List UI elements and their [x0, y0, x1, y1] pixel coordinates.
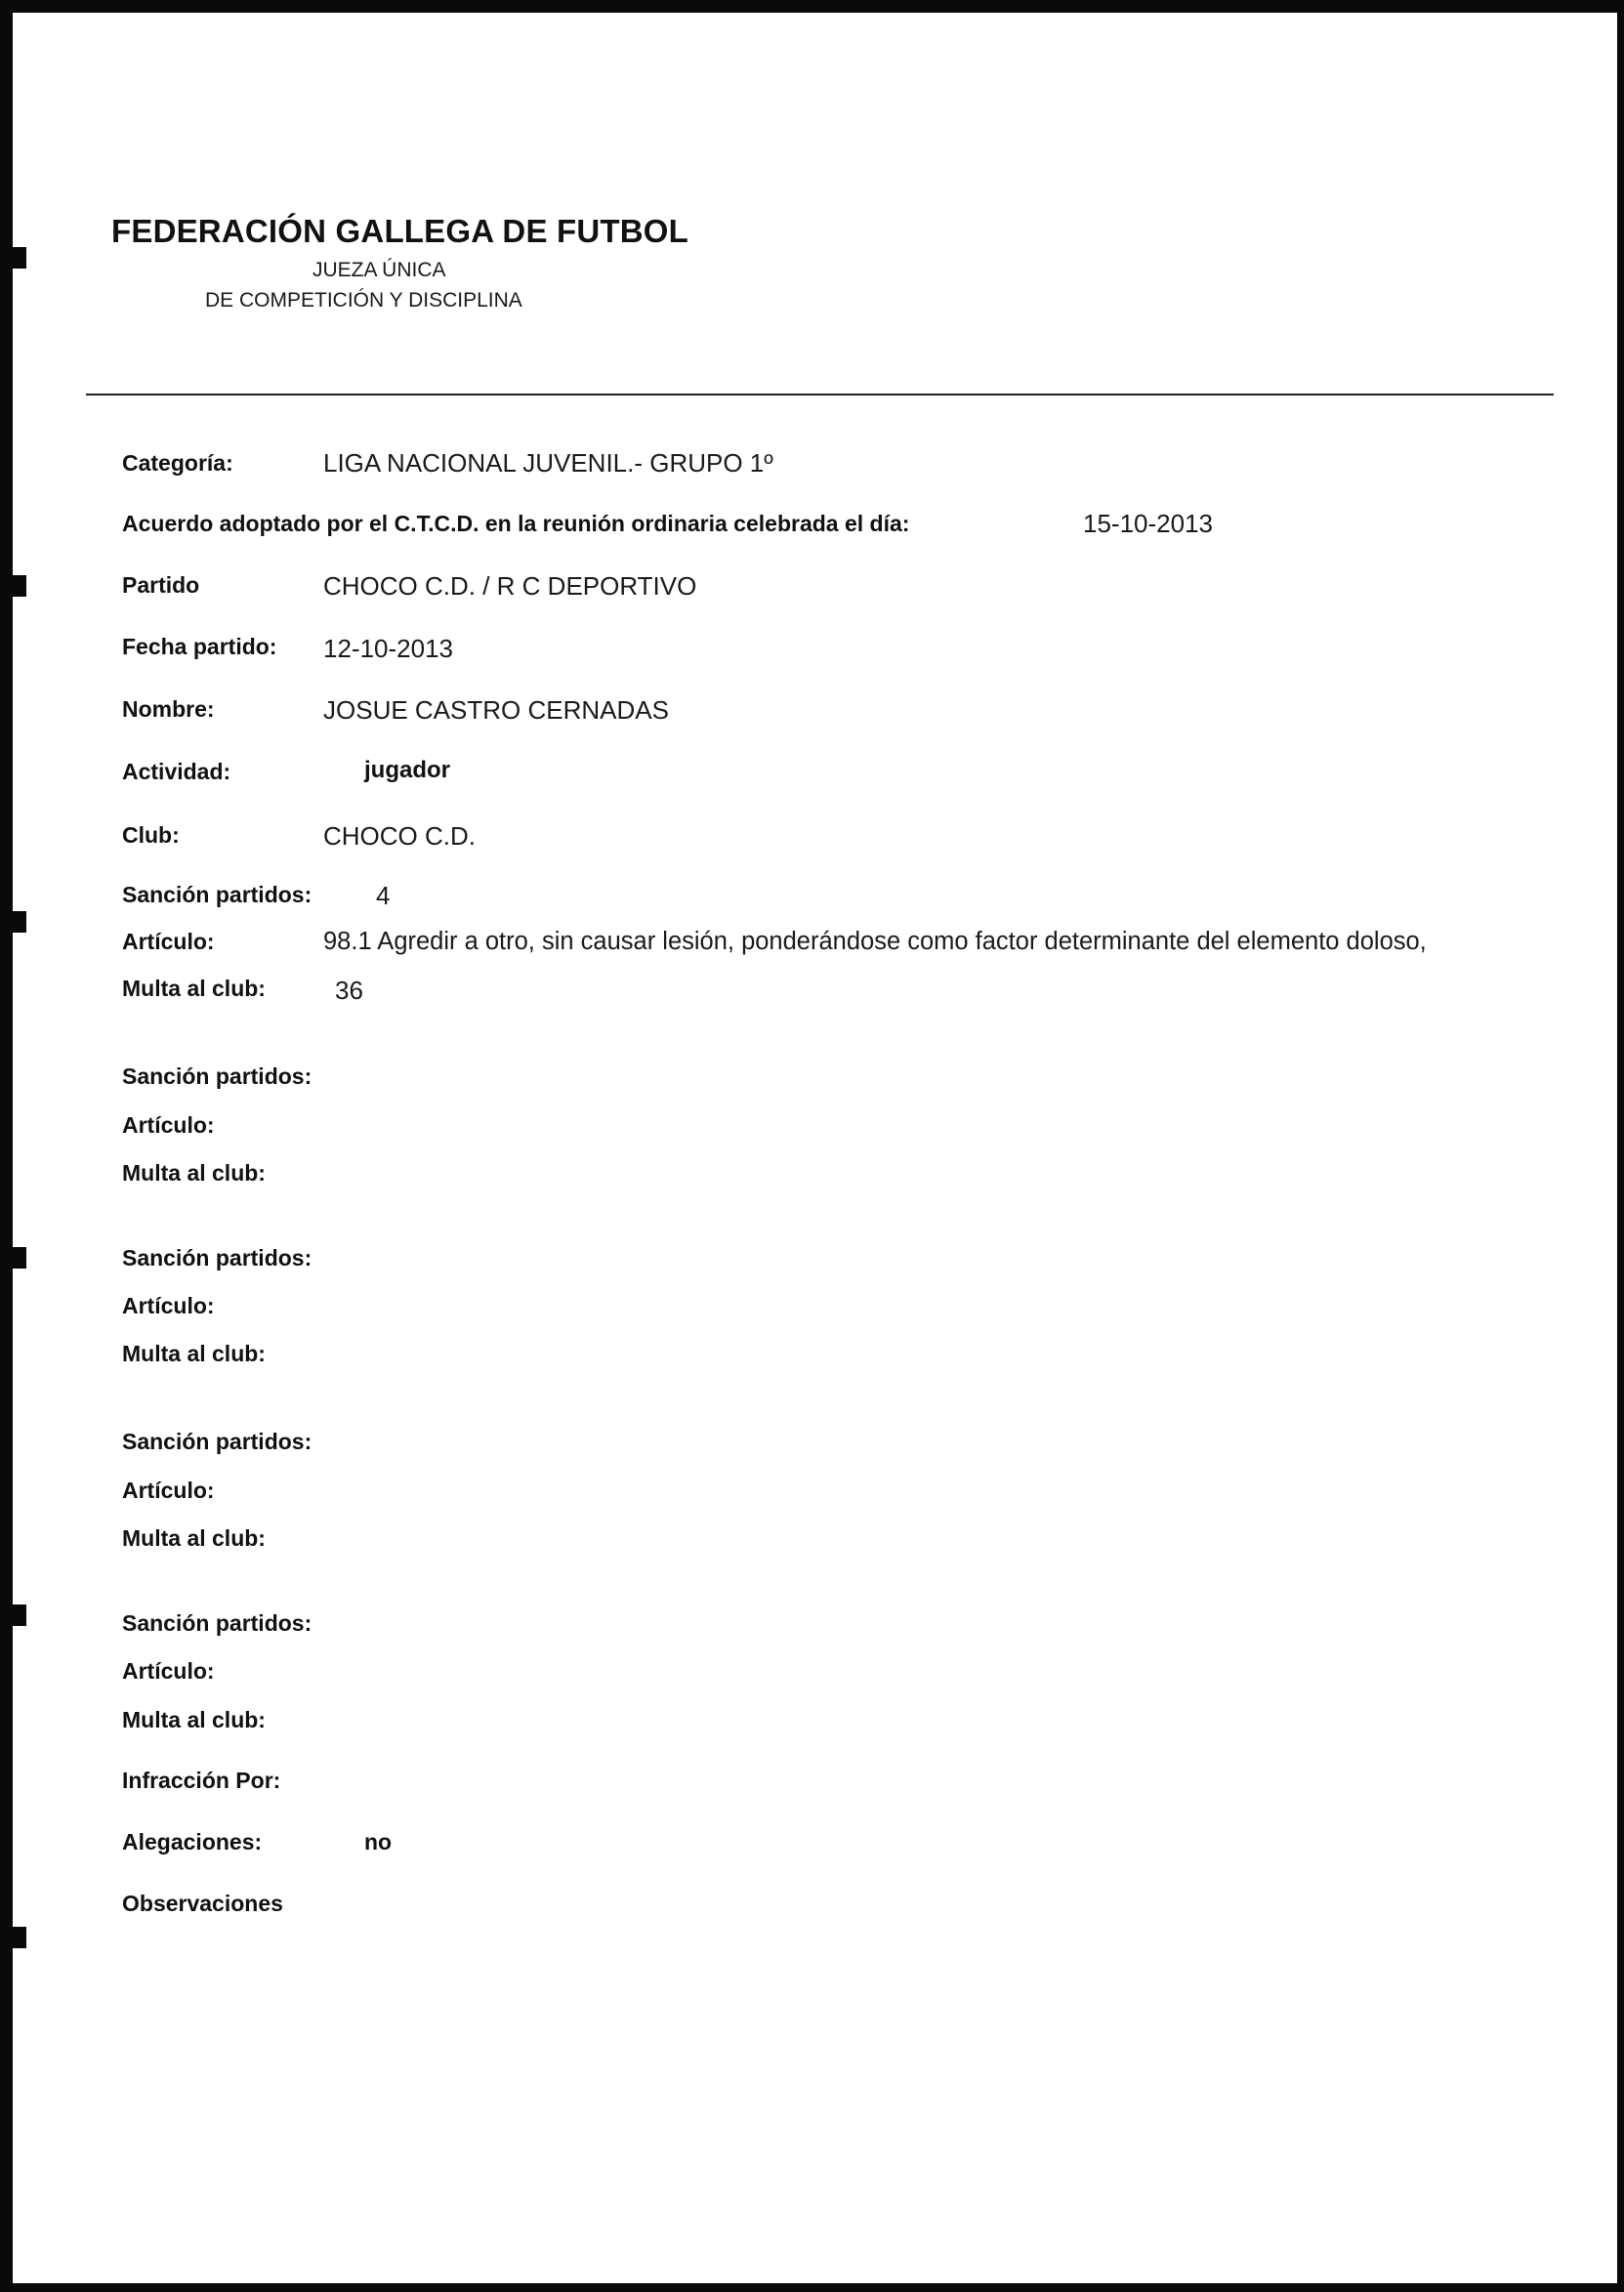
club-value: CHOCO C.D. — [323, 821, 476, 851]
fecha-partido-label: Fecha partido: — [122, 634, 277, 659]
binder-hole — [13, 1604, 26, 1626]
actividad-label: Actividad: — [122, 759, 231, 784]
articulo-value: 98.1 Agredir a otro, sin causar lesión, ponderándose como factor determinante del elemento doloso, — [323, 928, 1427, 955]
infraccion-label: Infracción Por: — [122, 1768, 281, 1793]
articulo-label: Artículo: — [122, 1658, 215, 1684]
multa-club-value: 36 — [335, 976, 363, 1005]
actividad-value: jugador — [364, 757, 450, 783]
nombre-value: JOSUE CASTRO CERNADAS — [323, 695, 669, 725]
department-line-2: DE COMPETICIÓN Y DISCIPLINA — [205, 289, 522, 312]
alegaciones-label: Alegaciones: — [122, 1829, 263, 1854]
multa-club-label: Multa al club: — [122, 1525, 266, 1551]
multa-club-label: Multa al club: — [122, 1341, 266, 1366]
multa-club-label: Multa al club: — [122, 976, 266, 1001]
multa-club-label: Multa al club: — [122, 1707, 266, 1732]
partido-label: Partido — [122, 572, 200, 598]
sancion-partidos-label: Sanción partidos: — [122, 882, 312, 907]
sancion-partidos-label: Sanción partidos: — [122, 1245, 312, 1271]
binder-hole — [13, 1927, 26, 1948]
acuerdo-label: Acuerdo adoptado por el C.T.C.D. en la reunión ordinaria celebrada el día: — [122, 511, 910, 536]
binder-hole — [13, 1247, 26, 1269]
header-divider — [86, 394, 1554, 396]
partido-value: CHOCO C.D. / R C DEPORTIVO — [323, 571, 697, 601]
organization-title: FEDERACIÓN GALLEGA DE FUTBOL — [111, 213, 689, 249]
categoria-label: Categoría: — [122, 450, 233, 476]
club-label: Club: — [122, 822, 180, 848]
sancion-partidos-value: 4 — [376, 881, 391, 910]
sancion-partidos-label: Sanción partidos: — [122, 1063, 312, 1089]
document-page — [13, 13, 1617, 2283]
binder-hole — [13, 575, 26, 597]
articulo-label: Artículo: — [122, 1293, 215, 1318]
acuerdo-date-value: 15-10-2013 — [1083, 509, 1213, 538]
department-line-1: JUEZA ÚNICA — [312, 259, 446, 281]
fecha-partido-value: 12-10-2013 — [323, 634, 453, 663]
sancion-partidos-label: Sanción partidos: — [122, 1610, 312, 1636]
categoria-value: LIGA NACIONAL JUVENIL.- GRUPO 1º — [323, 448, 773, 478]
sancion-partidos-label: Sanción partidos: — [122, 1429, 312, 1454]
multa-club-label: Multa al club: — [122, 1160, 266, 1186]
binder-hole — [13, 247, 26, 269]
nombre-label: Nombre: — [122, 696, 215, 722]
articulo-label: Artículo: — [122, 1112, 215, 1138]
articulo-label: Artículo: — [122, 1478, 215, 1503]
binder-hole — [13, 911, 26, 933]
alegaciones-value: no — [364, 1829, 393, 1854]
articulo-label: Artículo: — [122, 929, 215, 954]
observaciones-label: Observaciones — [122, 1891, 283, 1916]
